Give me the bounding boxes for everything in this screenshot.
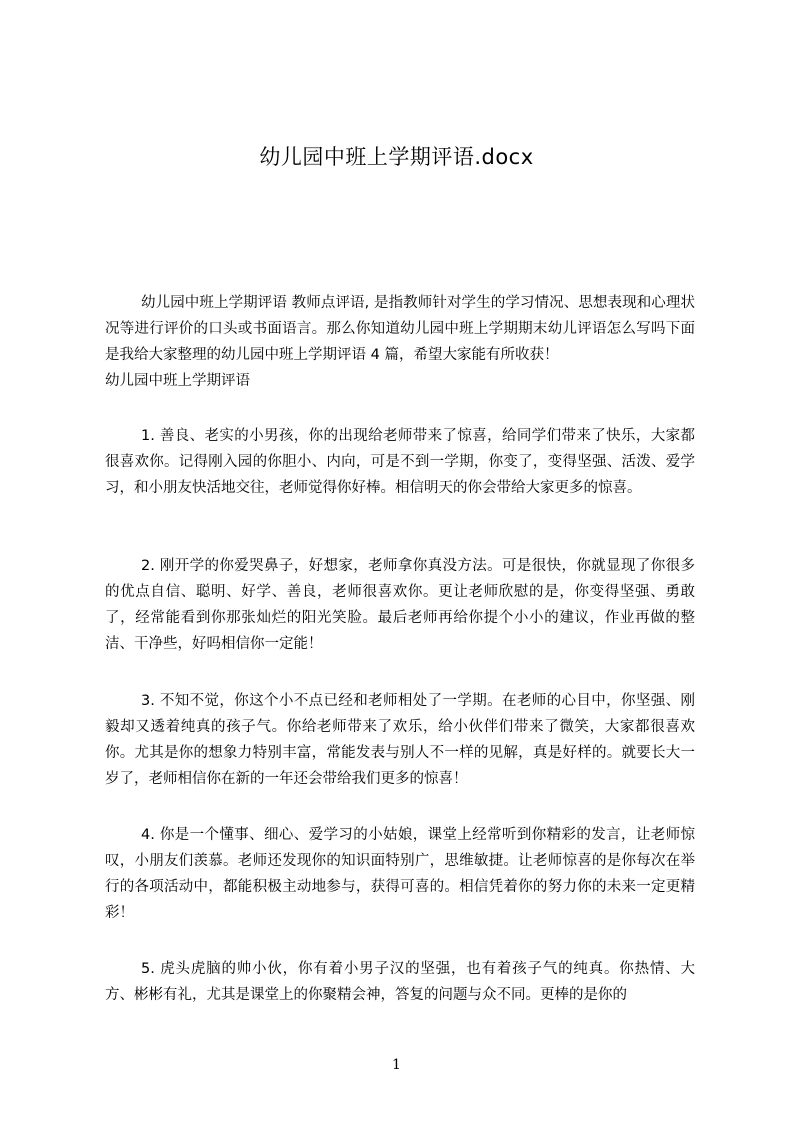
comment-item-4: 4. 你是一个懂事、细心、爱学习的小姑娘，课堂上经常听到你精彩的发言，让老师惊叹，小朋友们羡慕。老师还发现你的知识面特别广，思维敏捷。让老师惊喜的是你每次在举行的各项活动中，都能积极主动地参与，获得可喜的。相信凭着你的努力你的未来一定更精彩！ [105, 827, 695, 921]
page-number: 1 [392, 1057, 401, 1073]
section-subheading: 幼儿园中班上学期评语 [105, 373, 250, 389]
intro-text: 幼儿园中班上学期评语 教师点评语, 是指教师针对学生的学习情况、思想表现和心理状况等进行评价的口头或书面语言。那么你知道幼儿园中班上学期期末幼儿评语怎么写吗下面是我给大家整理的幼儿园中班上学期评语 4 篇，希望大家能有所收获！ [105, 295, 695, 363]
comment-item-5: 5. 虎头虎脑的帅小伙，你有着小男子汉的坚强，也有着孩子气的纯真。你热情、大方、彬彬有礼，尤其是课堂上的你聚精会神，答复的问题与众不同。更棒的是你的 [105, 961, 695, 1003]
comment-item-3: 3. 不知不觉，你这个小不点已经和老师相处了一学期。在老师的心目中，你坚强、刚毅却又透着纯真的孩子气。你给老师带来了欢乐，给小伙伴们带来了微笑，大家都很喜欢你。尤其是你的想象力特别丰富，常能发表与别人不一样的见解，真是好样的。就要长大一岁了，老师相信你在新的一年还会带给我们更多的惊喜！ [105, 693, 695, 787]
document-title: 幼儿园中班上学期评语.docx [259, 145, 534, 169]
intro-paragraph [105, 290, 695, 394]
comment-item-2: 2. 刚开学的你爱哭鼻子，好想家，老师拿你真没方法。可是很快，你就显现了你很多的优点自信、聪明、好学、善良，老师很喜欢你。更让老师欣慰的是，你变得坚强、勇敢了，经常能看到你那张灿烂的阳光笑脸。最后老师再给你提个小小的建议，作业再做的整洁、干净些，好吗相信你一定能！ [105, 558, 695, 652]
comment-item-1: 1. 善良、老实的小男孩，你的出现给老师带来了惊喜，给同学们带来了快乐，大家都很喜欢你。记得刚入园的你胆小、内向，可是不到一学期，你变了，变得坚强、活泼、爱学习，和小朋友快活地交往，老师觉得你好棒。相信明天的你会带给大家更多的惊喜。 [105, 428, 695, 496]
